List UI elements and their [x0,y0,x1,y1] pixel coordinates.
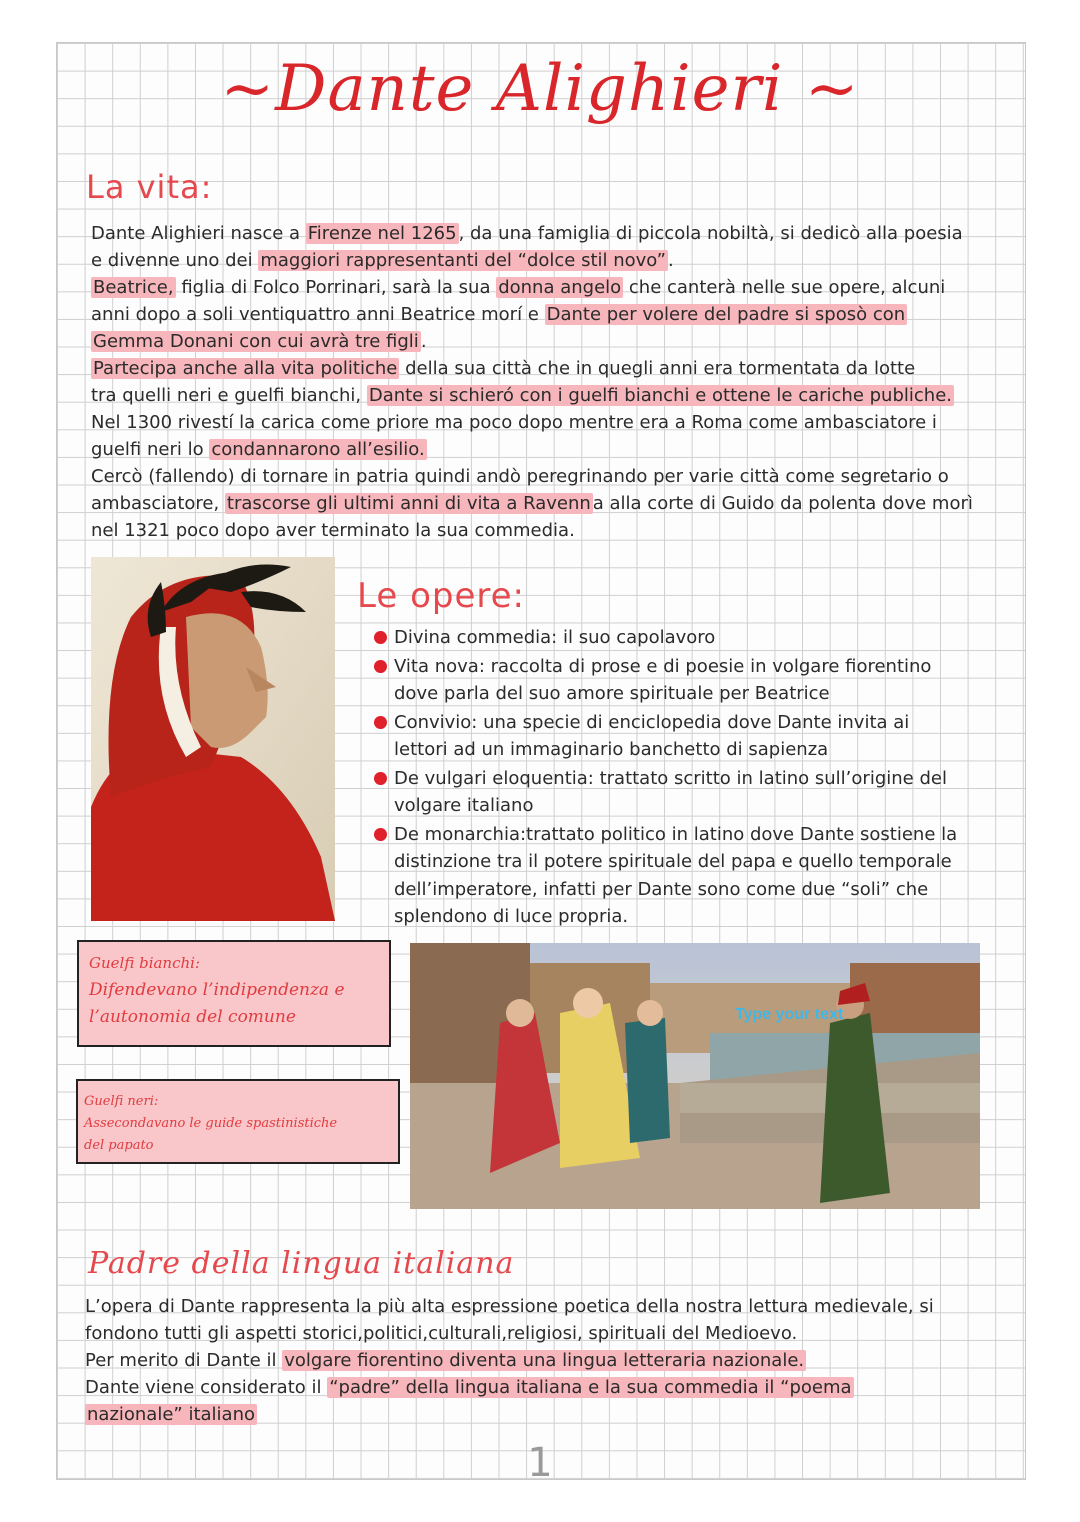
page-number: 1 [527,1440,553,1486]
guelfi-neri-label: Guelfi neri: [84,1094,159,1109]
list-item: Vita nova: raccolta di prose e di poesie in volgare fiorentino dove parla del suo amore spirituale per Beatrice [372,653,997,708]
text-line: Per merito di Dante il volgare fiorentino diventa una lingua letteraria nazionale. [85,1350,805,1371]
guelfi-bianchi-box: Guelfi bianchi: Difendevano l’indipendenza e l’autonomia del comune [77,940,391,1047]
page-title: ~Dante Alighieri ~ [220,52,860,126]
highlight: maggiori rappresentanti del “dolce stil novo” [260,250,667,271]
text-line: tra quelli neri e guelfi bianchi, Dante si schieró con i guelfi bianchi e ottene le cariche publiche. [91,385,952,406]
bullet-icon [374,772,387,785]
text-line: Cercò (fallendo) di tornare in patria quindi andò peregrinando per varie città come segretario o [91,466,949,487]
padre-heading: Padre della lingua italiana [88,1246,515,1281]
text-line: ambasciatore, trascorse gli ultimi anni di vita a Ravenn a alla corte di Guido da polenta dove morì [91,493,973,514]
text-line: Nel 1300 rivestí la carica come priore ma poco dopo mentre era a Roma come ambasciatore i [91,412,937,433]
text-line: e divenne uno dei maggiori rappresentanti del “dolce stil novo” . [91,250,674,271]
list-item: Divina commedia: il suo capolavoro [372,624,997,652]
highlight: Dante per volere del padre si sposò con [546,304,906,325]
text-line: fondono tutti gli aspetti storici,politici,culturali,religiosi, spirituali del Medioevo. [85,1323,798,1344]
text-line: Beatrice, figlia di Folco Porrinari, sarà la sua donna angelo che canterà nelle sue opere, alcuni [93,277,946,298]
highlight: trascorse gli ultimi anni di vita a Ravenn [226,493,591,514]
highlight: volgare fiorentino diventa una lingua letteraria nazionale. [284,1350,805,1371]
text-line: Dante Alighieri nasce a Firenze nel 1265 , da una famiglia di piccola nobiltà, si dedicò alla poesia [91,223,963,244]
highlight: Gemma Donani con cui avrà tre figli [93,331,419,352]
text-line: Gemma Donani con cui avrà tre figli . [93,331,427,352]
vita-paragraph [91,220,1011,544]
bullet-icon [374,631,387,644]
text-line: nel 1321 poco dopo aver terminato la sua commedia. [91,520,575,541]
padre-paragraph [85,1293,1015,1428]
highlight: Dante si schieró con i guelfi bianchi e ottene le cariche publiche. [368,385,952,406]
list-item: De monarchia:trattato politico in latino dove Dante sostiene la distinzione tra il potere spirituale del papa e quello temporale dell’imperatore, infatti per Dante sono come due “soli” che splendono di luce propria. [372,821,997,931]
highlight: Beatrice, [93,277,174,298]
highlight: Partecipa anche alla vita politiche [93,358,398,379]
bullet-icon [374,828,387,841]
highlight: nazionale” italiano [87,1404,256,1425]
dante-portrait-image [91,557,335,921]
vita-heading: La vita: [86,168,213,206]
guelfi-neri-box: Guelfi neri: Assecondavano le guide spastinistiche del papato [76,1079,400,1164]
bullet-icon [374,660,387,673]
works-list [372,624,997,932]
highlight: “padre” della lingua italiana e la sua commedia il “poema [329,1377,852,1398]
opere-heading: Le opere: [357,576,525,616]
text-line: Partecipa anche alla vita politiche della sua città che in quegli anni era tormentata da lotte [93,358,916,379]
dante-beatrice-painting-image [410,943,980,1209]
text-line: L’opera di Dante rappresenta la più alta espressione poetica della nostra lettura medievale, si [85,1296,934,1317]
bullet-icon [374,716,387,729]
guelfi-bianchi-label: Guelfi bianchi: [89,954,201,972]
list-item: Convivio: una specie di enciclopedia dove Dante invita ai lettori ad un immaginario banchetto di sapienza [372,709,997,764]
highlight: Firenze nel 1265 [307,223,457,244]
text-line: guelfi neri lo condannarono all’esilio. [91,439,425,460]
highlight: condannarono all’esilio. [211,439,425,460]
text-line [85,1401,1015,1428]
highlight: donna angelo [498,277,622,298]
list-item: De vulgari eloquentia: trattato scritto in latino sull’origine del volgare italiano [372,765,997,820]
scene-overlay-text: Type your text [735,1006,844,1023]
text-line: Dante viene considerato il “padre” della lingua italiana e la sua commedia il “poema [85,1377,852,1398]
text-line: anni dopo a soli ventiquattro anni Beatrice morí e Dante per volere del padre si sposò con [91,304,906,325]
